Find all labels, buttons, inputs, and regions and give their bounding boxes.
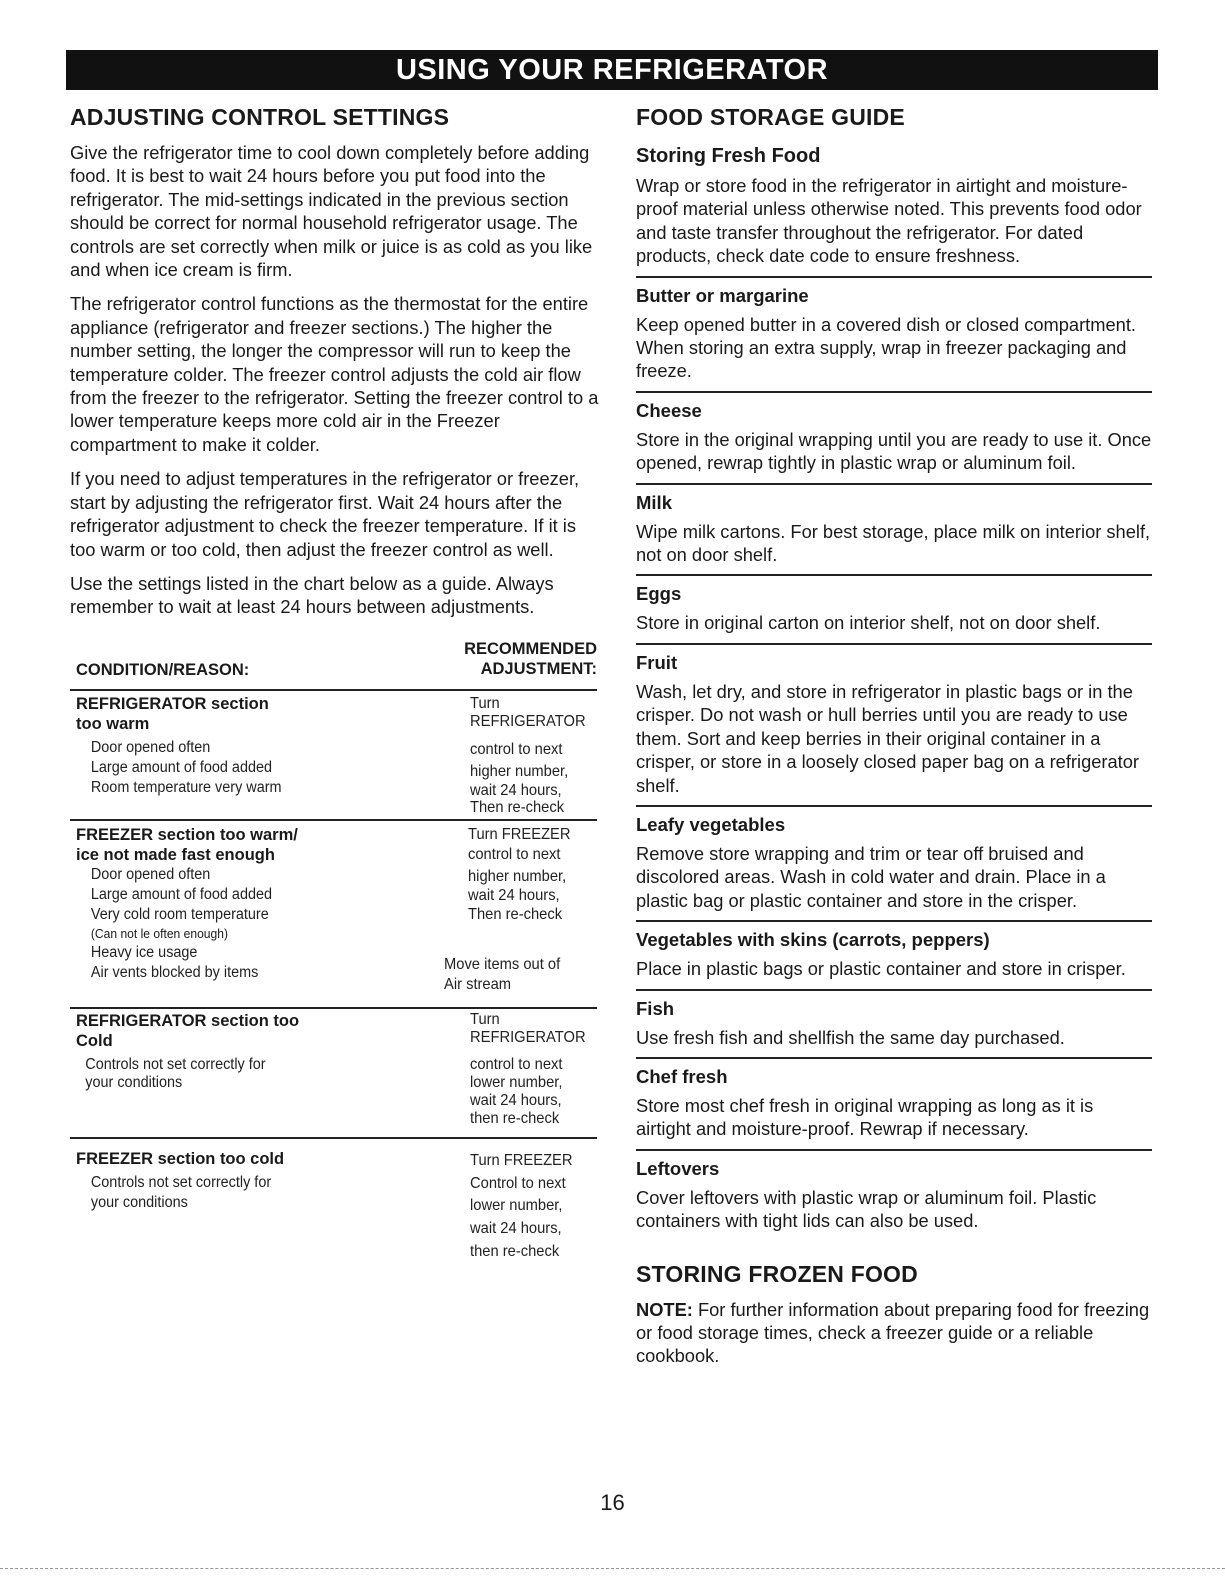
recommended-label: RECOMMENDED (464, 639, 597, 658)
condition-reason: Controls not set correctly for (90, 1173, 272, 1191)
storage-item-title: Vegetables with skins (carrots, peppers) (636, 929, 990, 951)
condition-title: REFRIGERATOR section (76, 694, 269, 713)
condition-title: REFRIGERATOR section too (76, 1011, 300, 1030)
adjustment-line: Turn FREEZER (470, 1151, 573, 1169)
adjustment-line: control to next (470, 1055, 563, 1073)
condition-reason: Door opened often (90, 738, 211, 756)
adjustment-line: then re-check (470, 1242, 560, 1260)
note-text: For further information about preparing food for freezing or food storage times, check a freezer guide or a reliable cookbook. (636, 1298, 1150, 1367)
adjustment-line: Control to next (470, 1174, 566, 1192)
condition-title: FREEZER section too cold (76, 1149, 285, 1168)
storage-item-text: Wash, let dry, and store in refrigerator in plastic bags or in the crisper. Do not wash or hull berries until you are ready to use them. Sort and keep berries in their original container in a crisper, or store in a loosely closed paper bag on a refrigerator shelf. (636, 680, 1140, 796)
storage-item-title: Eggs (636, 583, 682, 605)
storage-item-text: Store most chef fresh in original wrapping as long as it is airtight and moisture-proof. Rewrap if necessary. (636, 1094, 1094, 1140)
condition-reason: Controls not set correctly for (85, 1055, 266, 1073)
adjustment-line: wait 24 hours, (470, 1091, 562, 1109)
adjusting-controls-heading: ADJUSTING CONTROL SETTINGS (70, 104, 450, 130)
storage-item-text: Store in original carton on interior shelf, not on door shelf. (636, 612, 1101, 634)
storage-item-text: Keep opened butter in a covered dish or closed compartment. When storing an extra supply, wrap in freezer packaging and freeze. (636, 313, 1136, 382)
storage-item (636, 483, 1152, 567)
condition-cell (76, 1011, 299, 1091)
adjustment-line: then re-check (470, 1109, 560, 1127)
adjustment-line: Turn FREEZER (468, 825, 571, 843)
table-header (70, 633, 597, 689)
condition-column-header: CONDITION/REASON: (76, 660, 250, 679)
adjustment-line: Turn (470, 1010, 500, 1028)
storage-item (636, 1057, 1152, 1141)
adjustment-line: higher number, (470, 762, 569, 780)
food-storage-column (636, 104, 1152, 1368)
storage-item-title: Milk (636, 491, 672, 513)
storage-item (636, 920, 1152, 980)
storing-frozen-food-heading: STORING FROZEN FOOD (636, 1260, 918, 1287)
storage-item-title: Leftovers (636, 1157, 720, 1179)
page-bottom-rule (0, 1568, 1225, 1569)
adjustment-cell (470, 1149, 581, 1263)
adjustment-line: control to next (468, 845, 561, 863)
storage-item-title: Chef fresh (636, 1065, 728, 1087)
storage-item-text: Remove store wrapping and trim or tear off bruised and discolored areas. Wash in cold water and drain. Place in a plastic bag or plastic container and store in the crisper. (636, 842, 1106, 911)
adjustment-line: wait 24 hours, (470, 781, 562, 799)
table-row (70, 1007, 597, 1137)
condition-reason: Very cold room temperature (90, 905, 269, 923)
adjustment-line: Then re-check (468, 905, 563, 923)
condition-reason: Air vents blocked by items (90, 963, 259, 981)
paragraph: If you need to adjust temperatures in the refrigerator or freezer, start by adjusting the refrigerator first. Wait 24 hours after the refrigerator adjustment to check the freezer temperature. If it is too warm or too cold, then adjust the freezer control as well. (70, 468, 580, 560)
paragraph: Give the refrigerator time to cool down completely before adding food. It is best to wait 24 hours before you put food into the refrigerator. The mid-settings indicated in the previous section should be correct for normal household refrigerator usage. The controls are set correctly when milk or juice is as cold as you like and when ice cream is firm. (70, 142, 593, 281)
table-row (70, 819, 597, 1007)
note-label: NOTE: (636, 1298, 693, 1320)
storage-item-title: Butter or margarine (636, 284, 809, 306)
storage-item (636, 989, 1152, 1049)
storage-item-text: Cover leftovers with plastic wrap or aluminum foil. Plastic containers with tight lids can also be used. (636, 1186, 1097, 1232)
adjustment-cell (468, 825, 579, 925)
storing-fresh-food-heading: Storing Fresh Food (636, 145, 821, 167)
storage-item-title: Leafy vegetables (636, 813, 786, 835)
section-banner: USING YOUR REFRIGERATOR (66, 50, 1158, 90)
adjustment-line: lower number, (470, 1196, 563, 1214)
adjustment-line: Move items out of (444, 955, 561, 973)
condition-reason: Heavy ice usage (90, 943, 198, 961)
condition-cell (76, 694, 297, 798)
storage-item (636, 805, 1152, 912)
storage-item (636, 643, 1152, 797)
storage-item-title: Fruit (636, 651, 678, 673)
adjustment-label: ADJUSTMENT: (480, 659, 597, 678)
adjustment-line: control to next (470, 740, 563, 758)
adjustment-table (70, 633, 597, 1263)
fresh-food-intro: Wrap or store food in the refrigerator in airtight and moisture-proof material unless otherwise noted. This prevents food odor and taste transfer throughout the refrigerator. For dated products, check date code to ensure freshness. (636, 175, 1142, 267)
condition-title: Cold (76, 1031, 113, 1050)
paragraph: Use the settings listed in the chart below as a guide. Always remember to wait at least 24 hours between adjustments. (70, 572, 554, 618)
condition-reason: your conditions (85, 1073, 183, 1091)
storage-item (636, 1149, 1152, 1233)
adjustment-cell (470, 696, 596, 816)
storage-item-title: Cheese (636, 399, 702, 421)
condition-reason: Door opened often (90, 865, 211, 883)
adjustment-line: Then re-check (470, 798, 565, 816)
adjustment-line: REFRIGERATOR (470, 712, 586, 730)
adjustment-line: wait 24 hours, (468, 886, 560, 904)
condition-reason: your conditions (90, 1193, 188, 1211)
condition-reason: Large amount of food added (90, 758, 273, 776)
adjusting-controls-column (70, 104, 600, 1263)
adjustment-line: higher number, (468, 867, 567, 885)
condition-cell (76, 825, 298, 983)
adjustment-line: REFRIGERATOR (470, 1028, 586, 1046)
storage-item (636, 391, 1152, 475)
page-number: 16 (600, 1490, 625, 1515)
storage-item-title: Fish (636, 997, 675, 1019)
adjustment-column-header (464, 639, 597, 679)
adjustment-line: wait 24 hours, (470, 1219, 562, 1237)
condition-title: ice not made fast enough (76, 845, 275, 864)
condition-reason: Room temperature very warm (90, 778, 282, 796)
storage-item (636, 574, 1152, 634)
storage-item-text: Place in plastic bags or plastic container and store in crisper. (636, 958, 1126, 980)
food-storage-heading: FOOD STORAGE GUIDE (636, 104, 905, 130)
table-row (70, 689, 597, 819)
condition-note: (Can not le often enough) (90, 925, 228, 941)
condition-cell (76, 1149, 286, 1213)
storage-item-text: Store in the original wrapping until you are ready to use it. Once opened, rewrap tightly in plastic wrap or aluminum foil. (636, 428, 1152, 474)
table-row (70, 1137, 597, 1263)
storage-item (636, 276, 1152, 383)
adjustment-line: lower number, (470, 1073, 563, 1091)
adjustment-cell (444, 955, 570, 995)
adjustment-line: Turn (470, 694, 500, 712)
condition-title: too warm (76, 714, 150, 733)
condition-reason: Large amount of food added (90, 885, 273, 903)
adjustment-line: Air stream (444, 975, 512, 993)
storage-item-text: Use fresh fish and shellfish the same day purchased. (636, 1026, 1065, 1048)
storage-item-text: Wipe milk cartons. For best storage, place milk on interior shelf, not on door shelf. (636, 520, 1151, 566)
condition-title: FREEZER section too warm/ (76, 825, 298, 844)
paragraph: The refrigerator control functions as the thermostat for the entire appliance (refrigerator and freezer sections.) The higher the number setting, the longer the compressor will run to keep the temperature colder. The freezer control adjusts the cold air flow from the freezer to the refrigerator. Setting the freezer control to a lower temperature keeps more cold air in the Freezer compartment to make it colder. (70, 293, 599, 455)
adjustment-cell (470, 1012, 596, 1128)
frozen-food-note (636, 1298, 1152, 1368)
